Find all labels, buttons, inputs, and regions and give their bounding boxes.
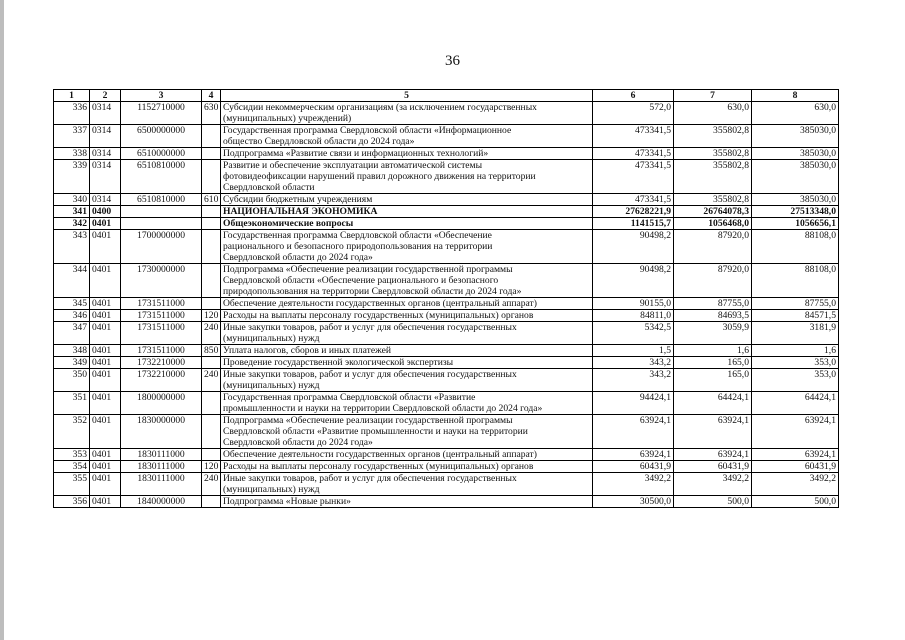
target-code-cell: 1732210000: [121, 369, 202, 392]
section-code-cell: 0401: [90, 298, 121, 310]
row-number-cell: 354: [54, 461, 90, 473]
item-name-line: Государственная программа Свердловской области «Обеспечение: [223, 230, 492, 241]
amount-year3-cell: 60431,9: [752, 461, 839, 473]
target-code-cell: 1830111000: [121, 461, 202, 473]
target-code-cell: 1732210000: [121, 357, 202, 369]
item-name-line: (муниципальных) учреждений): [223, 113, 352, 124]
target-code-cell: 1830111000: [121, 473, 202, 496]
item-name-line: Подпрограмма «Развитие связи и информационных технологий»: [223, 148, 489, 159]
item-name-cell: [221, 449, 593, 461]
amount-year3-cell: 385030,0: [752, 194, 839, 206]
item-name-line: Расходы на выплаты персоналу государственных (муниципальных) органов: [223, 461, 534, 472]
target-code-cell: 1830111000: [121, 449, 202, 461]
row-number-cell: 342: [54, 218, 90, 230]
section-code-cell: 0314: [90, 194, 121, 206]
amount-year2-cell: 63924,1: [674, 449, 752, 461]
item-name-cell: [221, 415, 593, 449]
item-name-line: Общеэкономические вопросы: [223, 218, 354, 229]
amount-year3-cell: 88108,0: [752, 264, 839, 298]
item-name-line: Свердловской области до 2024 года»: [223, 252, 373, 263]
table-row: [54, 310, 839, 322]
section-code-cell: 0401: [90, 369, 121, 392]
expense-type-cell: [202, 206, 221, 218]
amount-year3-cell: 353,0: [752, 369, 839, 392]
amount-year1-cell: 30500,0: [593, 496, 674, 508]
item-name-cell: [221, 264, 593, 298]
row-number-cell: 352: [54, 415, 90, 449]
item-name-line: Свердловской области: [223, 182, 315, 193]
amount-year2-cell: 165,0: [674, 369, 752, 392]
item-name-line: промышленности и науки на территории Свердловской области до 2024 года»: [223, 403, 543, 414]
expense-type-cell: [202, 218, 221, 230]
section-code-cell: 0401: [90, 473, 121, 496]
expense-type-cell: [202, 392, 221, 415]
item-name-line: (муниципальных) нужд: [223, 484, 320, 495]
section-code-cell: 0401: [90, 449, 121, 461]
item-name-cell: [221, 148, 593, 160]
amount-year3-cell: 63924,1: [752, 449, 839, 461]
expense-type-cell: [202, 264, 221, 298]
table-row: [54, 392, 839, 415]
amount-year2-cell: 1056468,0: [674, 218, 752, 230]
item-name-cell: [221, 473, 593, 496]
page-number: 36: [445, 53, 460, 69]
item-name-line: Иные закупки товаров, работ и услуг для обеспечения государственных: [223, 473, 517, 484]
section-code-cell: 0401: [90, 392, 121, 415]
section-code-cell: 0401: [90, 357, 121, 369]
amount-year3-cell: 87755,0: [752, 298, 839, 310]
item-name-line: природопользования на территории Свердловской области до 2024 года»: [223, 286, 522, 297]
item-name-cell: [221, 392, 593, 415]
table-row: [54, 461, 839, 473]
amount-year1-cell: 1,5: [593, 345, 674, 357]
amount-year1-cell: 90498,2: [593, 264, 674, 298]
item-name-line: Иные закупки товаров, работ и услуг для обеспечения государственных: [223, 369, 517, 380]
row-number-cell: 341: [54, 206, 90, 218]
amount-year1-cell: 84811,0: [593, 310, 674, 322]
table-row: [54, 415, 839, 449]
item-name-cell: [221, 461, 593, 473]
item-name-line: Иные закупки товаров, работ и услуг для обеспечения государственных: [223, 322, 517, 333]
section-code-cell: 0314: [90, 160, 121, 194]
amount-year1-cell: 27628221,9: [593, 206, 674, 218]
target-code-cell: 6510000000: [121, 148, 202, 160]
section-code-cell: 0400: [90, 206, 121, 218]
section-code-cell: 0401: [90, 230, 121, 264]
expense-type-cell: 120: [202, 461, 221, 473]
item-name-cell: [221, 230, 593, 264]
target-code-cell: 1731511000: [121, 345, 202, 357]
amount-year3-cell: 385030,0: [752, 148, 839, 160]
item-name-line: НАЦИОНАЛЬНАЯ ЭКОНОМИКА: [223, 206, 378, 217]
item-name-line: Уплата налогов, сборов и иных платежей: [223, 345, 392, 356]
amount-year3-cell: 385030,0: [752, 125, 839, 148]
amount-year3-cell: 3492,2: [752, 473, 839, 496]
item-name-cell: [221, 357, 593, 369]
table-row: [54, 298, 839, 310]
page-edge-shadow: [0, 0, 4, 640]
table-row: [54, 496, 839, 508]
item-name-cell: [221, 496, 593, 508]
item-name-line: Обеспечение деятельности государственных органов (центральный аппарат): [223, 449, 537, 460]
table-row: [54, 194, 839, 206]
budget-table: [53, 89, 839, 508]
expense-type-cell: 120: [202, 310, 221, 322]
table-row: [54, 206, 839, 218]
table-row: [54, 357, 839, 369]
row-number-cell: 346: [54, 310, 90, 322]
amount-year2-cell: 26764078,3: [674, 206, 752, 218]
amount-year1-cell: 473341,5: [593, 148, 674, 160]
item-name-line: Государственная программа Свердловской области «Развитие: [223, 392, 476, 403]
expense-type-cell: [202, 496, 221, 508]
row-number-cell: 355: [54, 473, 90, 496]
target-code-cell: [121, 206, 202, 218]
target-code-cell: [121, 218, 202, 230]
item-name-line: Свердловской области до 2024 года»: [223, 437, 373, 448]
row-number-cell: 349: [54, 357, 90, 369]
section-code-cell: 0314: [90, 125, 121, 148]
amount-year2-cell: 64424,1: [674, 392, 752, 415]
amount-year1-cell: 343,2: [593, 357, 674, 369]
table-header-row: [54, 90, 839, 102]
amount-year2-cell: 87920,0: [674, 264, 752, 298]
section-code-cell: 0401: [90, 218, 121, 230]
amount-year2-cell: 630,0: [674, 102, 752, 125]
expense-type-cell: 850: [202, 345, 221, 357]
amount-year3-cell: 353,0: [752, 357, 839, 369]
item-name-cell: [221, 218, 593, 230]
header-col-7: 7: [674, 90, 752, 102]
row-number-cell: 340: [54, 194, 90, 206]
item-name-cell: [221, 369, 593, 392]
amount-year3-cell: 27513348,0: [752, 206, 839, 218]
target-code-cell: 1731511000: [121, 322, 202, 345]
item-name-line: Подпрограмма «Новые рынки»: [223, 496, 351, 507]
amount-year2-cell: 3059,9: [674, 322, 752, 345]
row-number-cell: 338: [54, 148, 90, 160]
amount-year1-cell: 473341,5: [593, 160, 674, 194]
amount-year3-cell: 63924,1: [752, 415, 839, 449]
target-code-cell: 1830000000: [121, 415, 202, 449]
target-code-cell: 6510810000: [121, 194, 202, 206]
expense-type-cell: [202, 160, 221, 194]
amount-year2-cell: 87755,0: [674, 298, 752, 310]
amount-year1-cell: 63924,1: [593, 415, 674, 449]
table-row: [54, 102, 839, 125]
item-name-cell: [221, 206, 593, 218]
table-body: [54, 102, 839, 508]
item-name-line: Проведение государственной экологической экспертизы: [223, 357, 454, 368]
section-code-cell: 0401: [90, 264, 121, 298]
table-row: [54, 160, 839, 194]
expense-type-cell: [202, 357, 221, 369]
item-name-line: фотовидеофиксации нарушений правил дорожного движения на территории: [223, 171, 536, 182]
target-code-cell: 1152710000: [121, 102, 202, 125]
amount-year1-cell: 90498,2: [593, 230, 674, 264]
target-code-cell: 6510810000: [121, 160, 202, 194]
item-name-line: Свердловской области «Обеспечение рационального и безопасного: [223, 275, 499, 286]
section-code-cell: 0314: [90, 148, 121, 160]
target-code-cell: 1840000000: [121, 496, 202, 508]
header-col-1: 1: [54, 90, 90, 102]
expense-type-cell: 610: [202, 194, 221, 206]
amount-year1-cell: 473341,5: [593, 194, 674, 206]
expense-type-cell: [202, 449, 221, 461]
row-number-cell: 337: [54, 125, 90, 148]
header-col-4: 4: [202, 90, 221, 102]
amount-year1-cell: 5342,5: [593, 322, 674, 345]
amount-year1-cell: 3492,2: [593, 473, 674, 496]
table-row: [54, 345, 839, 357]
amount-year3-cell: 385030,0: [752, 160, 839, 194]
item-name-cell: [221, 125, 593, 148]
amount-year2-cell: 63924,1: [674, 415, 752, 449]
target-code-cell: 1731511000: [121, 310, 202, 322]
item-name-cell: [221, 194, 593, 206]
amount-year2-cell: 84693,5: [674, 310, 752, 322]
row-number-cell: 339: [54, 160, 90, 194]
amount-year1-cell: 473341,5: [593, 125, 674, 148]
table-row: [54, 322, 839, 345]
expense-type-cell: [202, 148, 221, 160]
target-code-cell: 1700000000: [121, 230, 202, 264]
expense-type-cell: 630: [202, 102, 221, 125]
amount-year3-cell: 84571,5: [752, 310, 839, 322]
amount-year1-cell: 572,0: [593, 102, 674, 125]
item-name-cell: [221, 310, 593, 322]
table-row: [54, 125, 839, 148]
row-number-cell: 336: [54, 102, 90, 125]
table-row: [54, 473, 839, 496]
row-number-cell: 353: [54, 449, 90, 461]
table-row: [54, 449, 839, 461]
table-row: [54, 218, 839, 230]
item-name-line: Свердловской области «Развитие промышленности и науки на территории: [223, 426, 528, 437]
item-name-line: рационального и безопасного природопользования на территории: [223, 241, 493, 252]
amount-year3-cell: 64424,1: [752, 392, 839, 415]
expense-type-cell: [202, 125, 221, 148]
section-code-cell: 0401: [90, 345, 121, 357]
item-name-line: Государственная программа Свердловской области «Информационное: [223, 125, 512, 136]
item-name-cell: [221, 298, 593, 310]
expense-type-cell: [202, 230, 221, 264]
row-number-cell: 347: [54, 322, 90, 345]
item-name-cell: [221, 160, 593, 194]
table-row: [54, 264, 839, 298]
amount-year1-cell: 60431,9: [593, 461, 674, 473]
amount-year1-cell: 1141515,7: [593, 218, 674, 230]
expense-type-cell: [202, 298, 221, 310]
item-name-cell: [221, 345, 593, 357]
section-code-cell: 0314: [90, 102, 121, 125]
target-code-cell: 6500000000: [121, 125, 202, 148]
row-number-cell: 345: [54, 298, 90, 310]
amount-year2-cell: 60431,9: [674, 461, 752, 473]
item-name-line: Субсидии некоммерческим организациям (за исключением государственных: [223, 102, 537, 113]
amount-year2-cell: 355802,8: [674, 194, 752, 206]
section-code-cell: 0401: [90, 415, 121, 449]
amount-year2-cell: 3492,2: [674, 473, 752, 496]
header-col-6: 6: [593, 90, 674, 102]
expense-type-cell: [202, 415, 221, 449]
target-code-cell: 1800000000: [121, 392, 202, 415]
item-name-line: Субсидии бюджетным учреждениям: [223, 194, 373, 205]
table-row: [54, 148, 839, 160]
amount-year2-cell: 165,0: [674, 357, 752, 369]
item-name-line: (муниципальных) нужд: [223, 380, 320, 391]
expense-type-cell: 240: [202, 473, 221, 496]
header-col-5: 5: [221, 90, 593, 102]
amount-year2-cell: 87920,0: [674, 230, 752, 264]
amount-year2-cell: 355802,8: [674, 148, 752, 160]
target-code-cell: 1730000000: [121, 264, 202, 298]
amount-year1-cell: 63924,1: [593, 449, 674, 461]
row-number-cell: 350: [54, 369, 90, 392]
amount-year3-cell: 1056656,1: [752, 218, 839, 230]
amount-year3-cell: 630,0: [752, 102, 839, 125]
section-code-cell: 0401: [90, 322, 121, 345]
amount-year3-cell: 500,0: [752, 496, 839, 508]
item-name-line: Подпрограмма «Обеспечение реализации государственной программы: [223, 264, 513, 275]
row-number-cell: 344: [54, 264, 90, 298]
row-number-cell: 356: [54, 496, 90, 508]
section-code-cell: 0401: [90, 496, 121, 508]
row-number-cell: 343: [54, 230, 90, 264]
item-name-line: общество Свердловской области до 2024 года»: [223, 136, 415, 147]
item-name-line: Развитие и обеспечение эксплуатации автоматической системы: [223, 160, 483, 171]
item-name-cell: [221, 322, 593, 345]
amount-year3-cell: 3181,9: [752, 322, 839, 345]
item-name-line: (муниципальных) нужд: [223, 333, 320, 344]
row-number-cell: 348: [54, 345, 90, 357]
amount-year2-cell: 1,6: [674, 345, 752, 357]
item-name-line: Подпрограмма «Обеспечение реализации государственной программы: [223, 415, 513, 426]
amount-year1-cell: 90155,0: [593, 298, 674, 310]
table-row: [54, 230, 839, 264]
expense-type-cell: 240: [202, 369, 221, 392]
section-code-cell: 0401: [90, 461, 121, 473]
header-col-3: 3: [121, 90, 202, 102]
row-number-cell: 351: [54, 392, 90, 415]
amount-year3-cell: 88108,0: [752, 230, 839, 264]
expense-type-cell: 240: [202, 322, 221, 345]
table-row: [54, 369, 839, 392]
item-name-line: Расходы на выплаты персоналу государственных (муниципальных) органов: [223, 310, 534, 321]
section-code-cell: 0401: [90, 310, 121, 322]
header-col-8: 8: [752, 90, 839, 102]
item-name-cell: [221, 102, 593, 125]
header-col-2: 2: [90, 90, 121, 102]
amount-year2-cell: 355802,8: [674, 125, 752, 148]
amount-year1-cell: 94424,1: [593, 392, 674, 415]
amount-year3-cell: 1,6: [752, 345, 839, 357]
amount-year2-cell: 355802,8: [674, 160, 752, 194]
amount-year1-cell: 343,2: [593, 369, 674, 392]
amount-year2-cell: 500,0: [674, 496, 752, 508]
target-code-cell: 1731511000: [121, 298, 202, 310]
item-name-line: Обеспечение деятельности государственных органов (центральный аппарат): [223, 298, 537, 309]
